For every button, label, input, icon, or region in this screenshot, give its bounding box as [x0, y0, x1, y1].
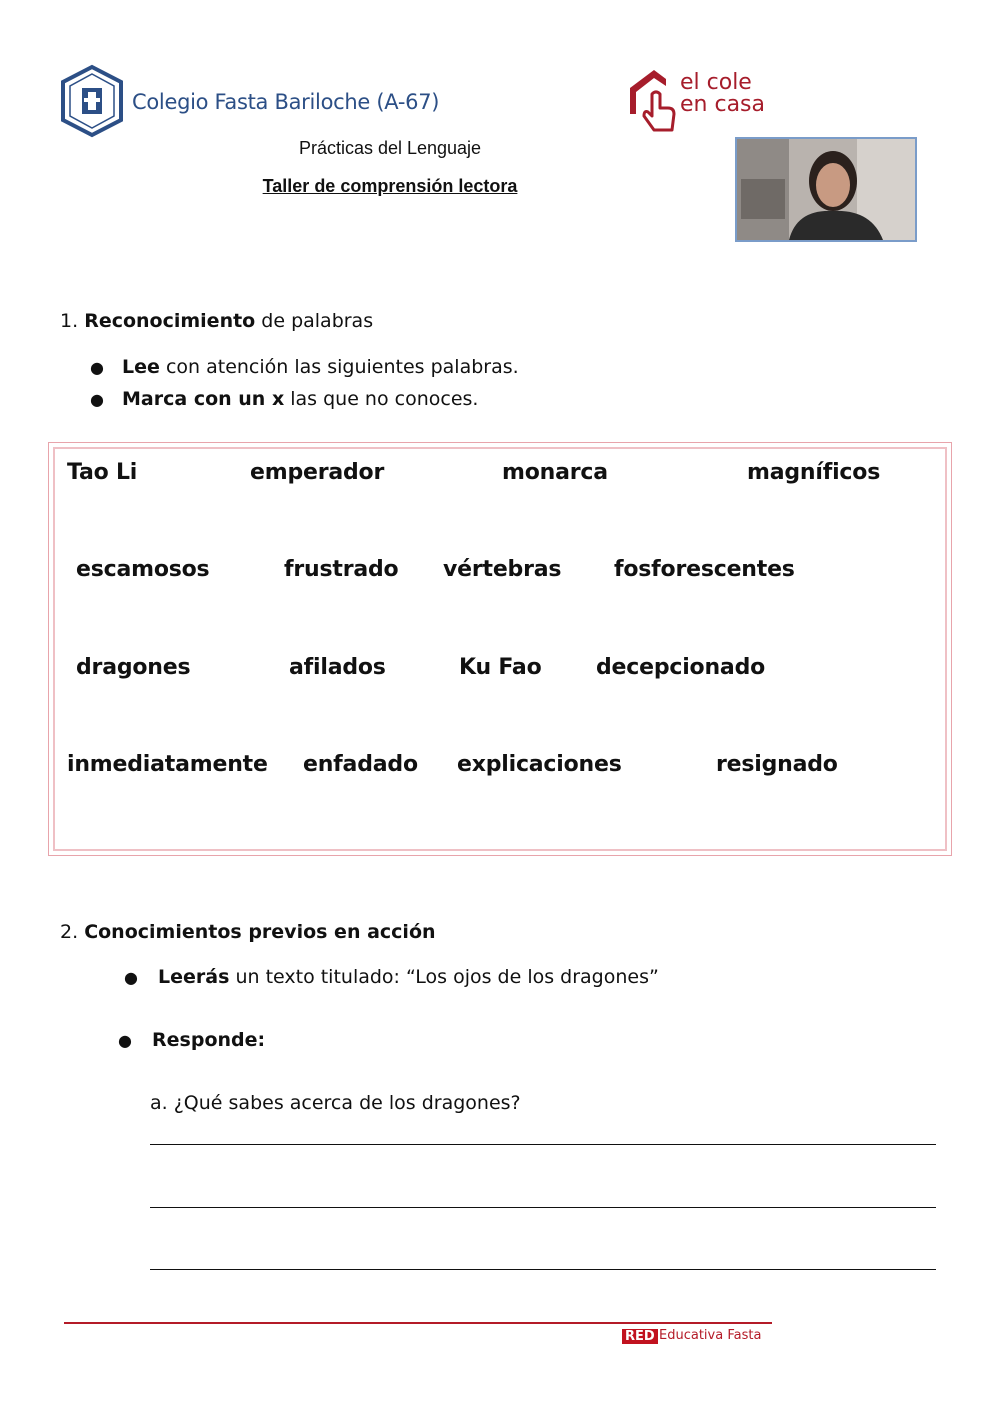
section-2-title: Conocimientos previos en acción	[84, 921, 436, 943]
bullet-leeras-rest: un texto titulado: “Los ojos de los dragones”	[229, 966, 659, 988]
school-crest-logo	[58, 64, 126, 138]
teacher-photo	[735, 137, 917, 242]
bullet-dot: ●	[90, 390, 104, 409]
word-dragones[interactable]: dragones	[76, 655, 191, 680]
word-ku-fao[interactable]: Ku Fao	[459, 655, 542, 680]
word-tao-li[interactable]: Tao Li	[67, 460, 138, 485]
footer-divider	[64, 1322, 772, 1324]
school-name: Colegio Fasta Bariloche (A-67)	[132, 90, 440, 114]
subject-title: Prácticas del Lenguaje	[298, 138, 482, 158]
bullet-leeras	[124, 966, 659, 988]
footer-brand-text: Educativa Fasta	[659, 1328, 762, 1343]
red-badge-logo: RED	[622, 1329, 658, 1344]
bullet-mark-rest: las que no conoces.	[284, 388, 479, 410]
word-inmediatamente[interactable]: inmediatamente	[67, 752, 268, 777]
word-explicaciones[interactable]: explicaciones	[457, 752, 622, 777]
word-decepcionado[interactable]: decepcionado	[596, 655, 766, 680]
bullet-dot: ●	[90, 358, 104, 377]
cole-en-casa-logo	[680, 72, 765, 116]
bullet-read-rest: con atención las siguientes palabras.	[159, 356, 519, 378]
word-escamosos[interactable]: escamosos	[76, 557, 210, 582]
word-vertebras[interactable]: vértebras	[443, 557, 562, 582]
word-frustrado[interactable]: frustrado	[284, 557, 399, 582]
house-hand-icon	[626, 64, 682, 136]
section-1-heading	[60, 310, 373, 332]
cole-line-1: el cole	[680, 70, 752, 95]
bullet-dot: ●	[124, 968, 138, 987]
bullet-read	[90, 356, 519, 378]
bullet-read-bold: Lee	[122, 356, 160, 378]
bullet-leeras-bold: Leerás	[158, 966, 230, 988]
bullet-dot: ●	[118, 1031, 132, 1050]
bullet-mark-bold: Marca con un x	[122, 388, 285, 410]
section-1-title-bold: Reconocimiento	[84, 310, 256, 332]
answer-line-2[interactable]	[150, 1207, 936, 1208]
word-enfadado[interactable]: enfadado	[303, 752, 418, 777]
vocabulary-box	[48, 442, 952, 856]
workshop-title: Taller de comprensión lectora	[262, 176, 518, 196]
word-afilados[interactable]: afilados	[289, 655, 386, 680]
bullet-responde-bold: Responde:	[152, 1029, 266, 1051]
answer-line-3[interactable]	[150, 1269, 936, 1270]
word-magnificos[interactable]: magníficos	[747, 460, 881, 485]
bullet-mark	[90, 388, 478, 410]
section-2-number: 2.	[60, 921, 79, 943]
section-1-number: 1.	[60, 310, 79, 332]
word-emperador[interactable]: emperador	[250, 460, 385, 485]
cole-line-2: en casa	[680, 92, 765, 117]
word-monarca[interactable]: monarca	[502, 460, 608, 485]
bullet-responde	[118, 1029, 265, 1051]
question-a: a. ¿Qué sabes acerca de los dragones?	[150, 1092, 521, 1114]
section-2-heading	[60, 921, 436, 943]
vocabulary-box-inner-border	[53, 447, 947, 851]
word-resignado[interactable]: resignado	[716, 752, 838, 777]
word-fosforescentes[interactable]: fosforescentes	[614, 557, 795, 582]
answer-line-1[interactable]	[150, 1144, 936, 1145]
section-1-title-rest: de palabras	[255, 310, 374, 332]
